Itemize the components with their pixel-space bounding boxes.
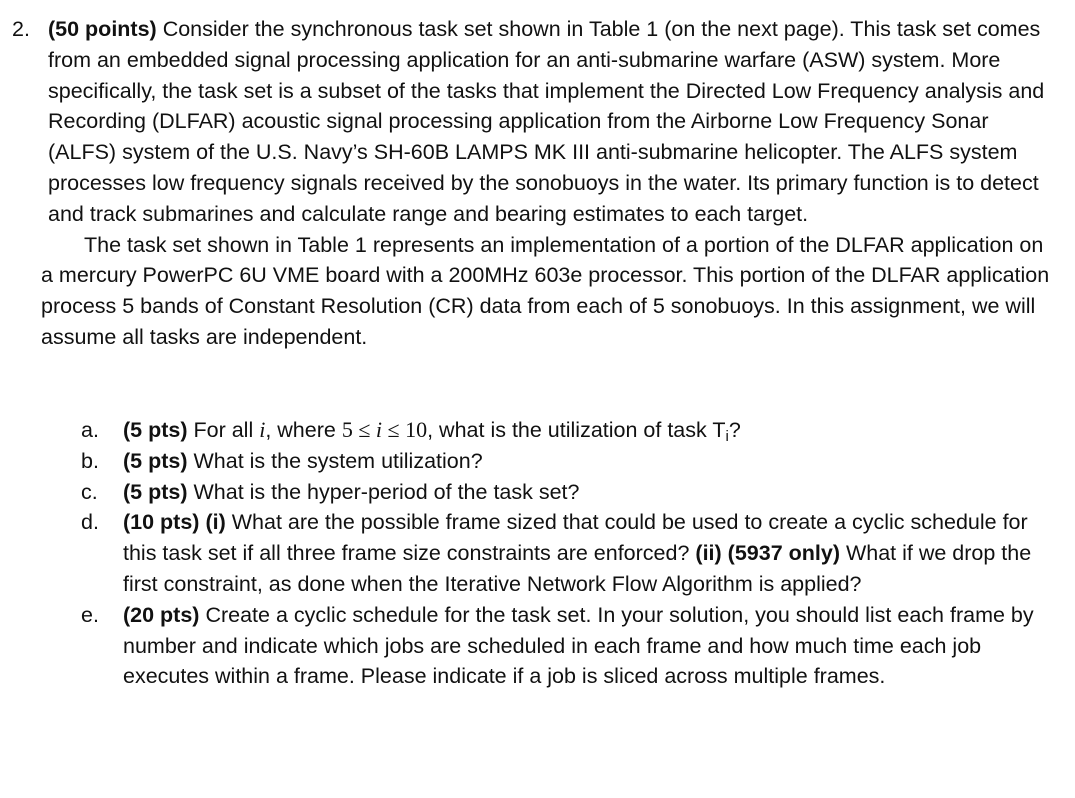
question-2	[12, 14, 1062, 353]
sub-question-text: What if we drop the first constraint, as done when the Iterative Network Flow Algorithm is applied?	[123, 541, 1032, 596]
question-paragraph-1-text: Consider the synchronous task set shown in Table 1 (on the next page). This task set comes from an embedded signal processing application for an anti-submarine warfare (ASW) system. More specifically, the task set is a subset of the tasks that implement the Directed Low Frequency analysis and Recording (DLFAR) acoustic signal processing application from the Airborne Low Frequency Sonar (ALFS) system of the U.S. Navy’s SH-60B LAMPS MK III anti-submarine helicopter. The ALFS system processes low frequency signals received by the sonobuoys in the water. Its primary function is to detect and track submarines and calculate range and bearing estimates to each target.	[48, 17, 1045, 226]
question-number: 2.	[12, 17, 30, 41]
sub-question-c	[81, 477, 1041, 508]
question-points: (50 points)	[48, 17, 157, 41]
question-paragraph-1	[48, 14, 1058, 230]
sub-question-points: (20 pts)	[123, 602, 200, 627]
sub-question-a	[81, 415, 1041, 446]
sub-question-letter: e.	[81, 602, 99, 627]
sub-question-d	[81, 507, 1041, 599]
sub-question-part-label: (i)	[205, 510, 226, 535]
sub-question-letter: d.	[81, 510, 99, 535]
sub-question-text: , what is the utilization of task T	[427, 418, 726, 442]
sub-question-b	[81, 446, 1041, 477]
sub-question-text: What are the possible frame sized that could be used to create a cyclic schedule for this task set if all three frame size constraints are enforced?	[123, 510, 1028, 566]
math-range: 5 ≤ i ≤ 10	[341, 417, 428, 442]
sub-question-points: (5 pts)	[123, 448, 188, 473]
sub-question-list	[81, 415, 1041, 692]
sub-question-text: What is the system utilization?	[193, 448, 483, 473]
question-mark: ?	[728, 418, 741, 442]
sub-question-points: (5 pts)	[123, 418, 188, 442]
sub-question-points: (5 pts)	[123, 479, 188, 504]
sub-question-letter: c.	[81, 479, 98, 504]
task-subscript: i	[725, 428, 729, 445]
sub-question-text: For all	[193, 418, 254, 442]
sub-question-e	[81, 600, 1041, 692]
sub-question-text: Create a cyclic schedule for the task set. In your solution, you should list each frame by number and indicate which jobs are scheduled in each frame and how much time each job executes within a frame. Please indicate if a job is sliced across multiple frames.	[123, 602, 1034, 689]
sub-question-letter: a.	[81, 418, 99, 442]
sub-question-text: , where	[265, 418, 336, 442]
sub-question-points: (10 pts)	[123, 510, 200, 535]
sub-question-part-label: (ii) (5937 only)	[695, 541, 840, 566]
math-variable: i	[259, 417, 266, 442]
sub-question-letter: b.	[81, 448, 99, 473]
question-paragraph-2: The task set shown in Table 1 represents an implementation of a portion of the DLFAR application on a mercury PowerPC 6U VME board with a 200MHz 603e processor. This portion of the DLFAR application process 5 bands of Constant Resolution (CR) data from each of 5 sonobuoys. In this assignment, we will assume all tasks are independent.	[41, 232, 1050, 349]
sub-question-text: What is the hyper-period of the task set?	[193, 479, 580, 504]
